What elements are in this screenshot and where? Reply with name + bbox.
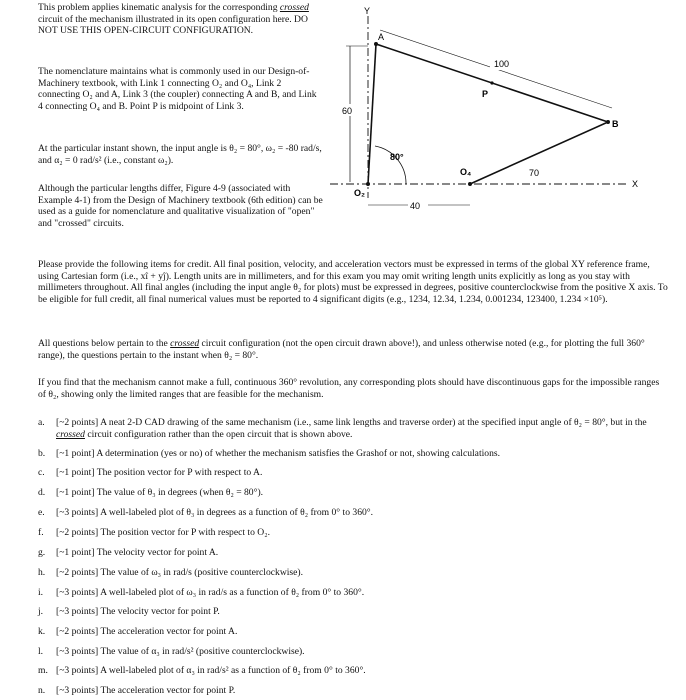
point-p <box>490 81 493 84</box>
question-letter: f. <box>38 527 44 538</box>
question-text: [~2 points] The value of ω₃ in rad/s (positive counterclockwise). <box>56 567 303 578</box>
intro-text: circuit of the mechanism illustrated in its open configuration here. DO NOT USE THIS OPEN-CIRCUIT CONFIGURATION. <box>38 13 308 37</box>
question-item <box>38 417 656 440</box>
x-axis-label: X <box>632 179 639 189</box>
question-text: [~1 point] The velocity vector for point A. <box>56 547 219 558</box>
intro-paragraph-1 <box>38 2 323 37</box>
label-b: B <box>612 119 619 129</box>
question-text: [~1 point] The position vector for P with respect to A. <box>56 467 263 478</box>
label-a: A <box>378 32 385 42</box>
question-text: [~3 points] The acceleration vector for point P. <box>56 685 236 696</box>
revolution-paragraph: If you find that the mechanism cannot make a full, continuous 360° revolution, any corresponding plots should have discontinuous gaps for the impossible ranges of θ₂, showing only the limited ranges that are feasible for the mechanism. <box>38 377 660 400</box>
question-item <box>38 626 656 638</box>
question-text <box>56 417 656 440</box>
y-axis-label: Y <box>364 6 371 16</box>
question-letter: n. <box>38 685 46 696</box>
question-item <box>38 547 656 559</box>
instructions-paragraph: Please provide the following items for credit. All final position, velocity, and acceleration vectors must be expressed in terms of the global XY reference frame, using Cartesian form (i.e., xî + yĵ). Length units are in millimeters, and for this exam you may omit writing length units explicitly as long as you stay with millimeters throughout. All final angles (including the input angle θ₂ for plots) must be expressed in degrees, positive counterclockwise from the positive X axis. To be eligible for full credit, all final numerical values must be reported to 4 significant digits (e.g., 1234, 12.34, 1.234, 0.001234, 123400, 1.234 ×10⁵). <box>38 259 668 305</box>
question-letter: l. <box>38 646 44 657</box>
joint-b <box>606 120 610 124</box>
question-letter: h. <box>38 567 46 578</box>
link-2 <box>368 44 376 184</box>
crossed-note-paragraph <box>38 338 668 361</box>
question-letter: g. <box>38 547 46 558</box>
question-letter: d. <box>38 487 46 498</box>
question-text: [~3 points] The velocity vector for point P. <box>56 606 220 617</box>
dim-100-label: 100 <box>494 59 510 69</box>
question-item <box>38 567 656 579</box>
question-item <box>38 487 656 499</box>
question-item <box>38 507 656 519</box>
intro-paragraph-3: At the particular instant shown, the input angle is θ₂ = 80°, ω₂ = -80 rad/s, and α₂ = 0 rad/s² (i.e., constant ω₂). <box>38 143 322 166</box>
question-text: [~3 points] A well-labeled plot of α₃ in rad/s² as a function of θ₂ from 0° to 360°. <box>56 665 366 676</box>
question-letter: k. <box>38 626 46 637</box>
question-letter: e. <box>38 507 45 518</box>
question-text: [~1 point] The value of θ₃ in degrees (when θ₂ = 80°). <box>56 487 264 498</box>
note-text: circuit configuration (not the open circuit drawn above!), and unless otherwise noted (e.g., for plotting the full 360° range), the questions pertain to the instant when θ₂ = 80°. <box>38 338 645 361</box>
label-o4: O₄ <box>460 167 472 177</box>
question-item <box>38 646 656 658</box>
dim-70-label: 70 <box>529 168 540 178</box>
question-letter: i. <box>38 587 44 598</box>
question-item <box>38 665 656 677</box>
intro-paragraph-4: Although the particular lengths differ, Figure 4-9 (associated with Example 4-1) from the Design of Machinery textbook (6th edition) can be used as a guide for nomenclature and qualitative visualization of "open" and "crossed" circuits. <box>38 183 323 229</box>
label-o2: O₂ <box>354 188 365 198</box>
question-item <box>38 685 656 697</box>
question-text-part: circuit configuration rather than the open circuit that is shown above. <box>84 428 353 440</box>
question-text: [~3 points] A well-labeled plot of ω₃ in rad/s as a function of θ₂ from 0° to 360°. <box>56 587 365 598</box>
question-letter: a. <box>38 417 45 428</box>
question-text: [~2 points] The acceleration vector for point A. <box>56 626 238 637</box>
question-text: [~1 point] A determination (yes or no) of whether the mechanism satisfies the Grashof or not, showing calculations. <box>56 448 501 459</box>
note-text: All questions below pertain to the <box>38 338 171 349</box>
intro-text: This problem applies kinematic analysis for the corresponding <box>38 2 280 13</box>
label-p: P <box>482 89 489 99</box>
question-text-part: [~2 points] A neat 2-D CAD drawing of the same mechanism (i.e., same link lengths and traverse order) at the specified input angle of θ₂ = 80°, but in the <box>56 417 647 428</box>
question-item <box>38 587 656 599</box>
question-item <box>38 606 656 618</box>
intro-paragraph-2: The nomenclature maintains what is commonly used in our Design-of-Machinery textbook, with Link 1 connecting O₂ and O₄, Link 2 connecting O₂ and A, Link 3 (the coupler) connecting A and B, and Link 4 connecting O₄ and B. Point P is midpoint of Link 3. <box>38 66 317 112</box>
angle-label: 80° <box>390 152 404 162</box>
question-text: [~3 points] The value of α₃ in rad/s² (positive counterclockwise). <box>56 646 305 657</box>
question-letter: c. <box>38 467 45 478</box>
joint-o4 <box>468 182 472 186</box>
question-letter: j. <box>38 606 44 617</box>
joint-o2 <box>366 182 370 186</box>
question-letter: b. <box>38 448 46 459</box>
question-text: [~3 points] A well-labeled plot of θ₃ in degrees as a function of θ₂ from 0° to 360°. <box>56 507 374 518</box>
question-item <box>38 467 656 479</box>
crossed-emphasis: crossed <box>279 2 309 13</box>
crossed-emphasis: crossed <box>56 428 85 440</box>
dim-60-label: 60 <box>342 106 353 116</box>
mechanism-figure <box>330 0 686 248</box>
question-item <box>38 448 656 460</box>
joint-a <box>374 42 378 46</box>
dim-40-label: 40 <box>410 201 421 211</box>
question-item <box>38 527 656 539</box>
question-text: [~2 points] The position vector for P with respect to O₂. <box>56 527 270 538</box>
crossed-emphasis: crossed <box>170 338 200 349</box>
question-letter: m. <box>38 665 48 676</box>
